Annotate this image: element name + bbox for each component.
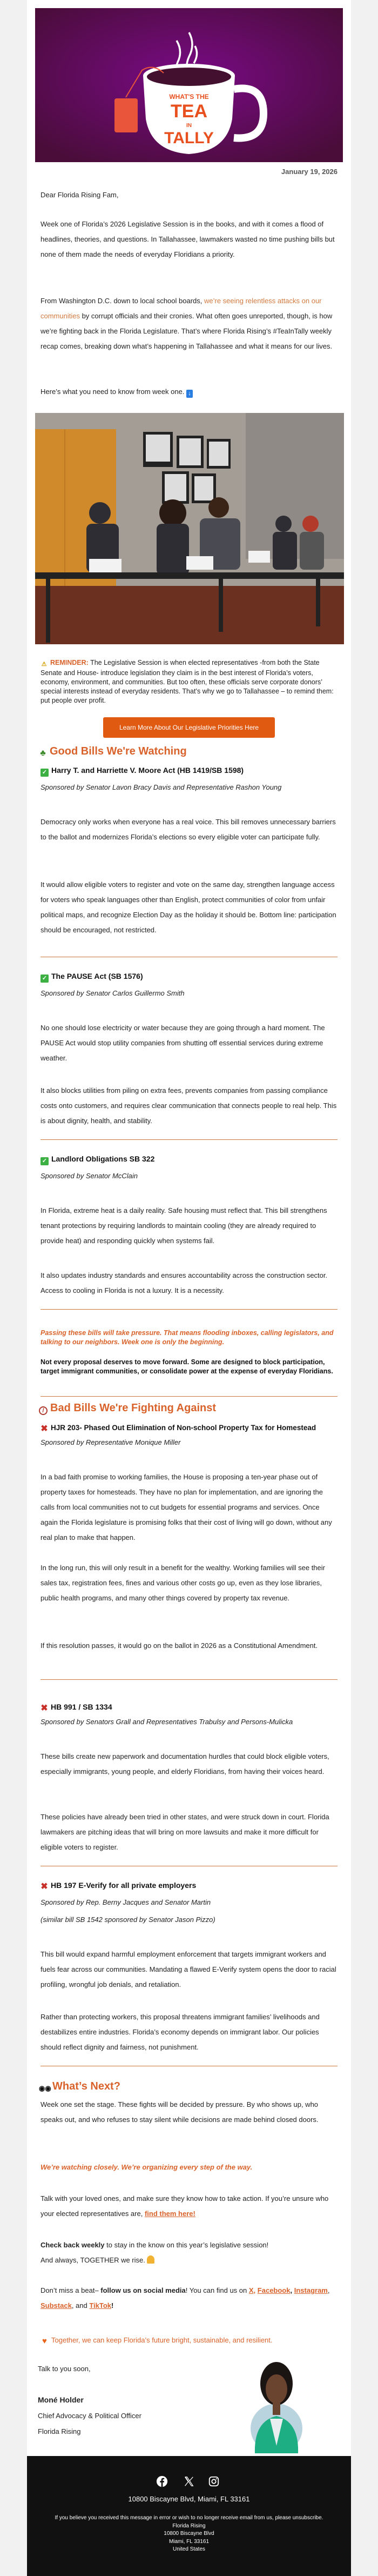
closing-line bbox=[40, 2333, 339, 2348]
tiktok-link[interactable]: TikTok bbox=[89, 2301, 112, 2310]
bill-paragraph: This bill would expand harmful employment enforcement that targets immigrant workers and fuels fear across our communities. Mandating a flawed E-Verify system opens the door to racial profiling, wrongful job denials, and retaliation. bbox=[40, 1950, 336, 1988]
bill-sponsor-similar: (similar bill SB 1542 sponsored by Senator Jason Pizzo) bbox=[40, 1916, 215, 1924]
logo-line-4: TALLY bbox=[164, 129, 214, 147]
signature-title: Chief Advocacy & Political Officer bbox=[38, 2412, 141, 2420]
text: Talk with your loved ones, and make sure they know how to take action. If you’re unsure who your elected representatives are, bbox=[40, 2194, 329, 2218]
footer-address: 10800 Biscayne Blvd, Miami, FL 33161 bbox=[128, 2495, 250, 2503]
bill-paragraph: It would allow eligible voters to register and vote on the same day, strengthen language access for voters who speak languages other than English, protect communities of color from unfair political maps, and recognize Election Day as the holiday it should be. Bottom line: participation should be encouraged, not restricted. bbox=[40, 880, 336, 934]
bill-paragraph: It also blocks utilities from piling on extra fees, prevents companies from passing compliance costs onto customers, and requires clear communication that connects people to real help. This is about dignity, health, and stability. bbox=[40, 1086, 337, 1125]
bill-sponsor: Sponsored by Representative Monique Miller bbox=[40, 1438, 181, 1446]
bill-title bbox=[40, 763, 339, 778]
divider bbox=[40, 1396, 338, 1397]
bill-title-text: Harry T. and Harriette V. Moore Act (HB 1419/SB 1598) bbox=[51, 766, 244, 775]
bill-title-text: HB 197 E-Verify for all private employers bbox=[51, 1881, 197, 1890]
bill-title bbox=[40, 969, 339, 984]
check-icon: ✓ bbox=[40, 975, 49, 983]
reminder-label: REMINDER: bbox=[50, 659, 89, 666]
bad-bills-heading bbox=[39, 1400, 337, 1416]
text: by corrupt officials and their cronies. What often goes unreported, though, is how we’re fighting back in the Florida Legislature. That’s where Florida Rising’s #TeaInTally weekly recap comes, breaking down what’s happening in Tallahassee and what it means for our lives. bbox=[40, 312, 333, 350]
text: Here’s what you need to know from week one. bbox=[40, 388, 185, 396]
footer-disclaimer bbox=[27, 2514, 351, 2554]
heading-text: Bad Bills We're Fighting Against bbox=[50, 1402, 217, 1414]
text: From Washington D.C. down to local school boards, bbox=[40, 297, 204, 305]
whats-next-heading bbox=[39, 2079, 337, 2094]
signature-name: Moné Holder bbox=[38, 2395, 84, 2404]
bill-sponsor: Sponsored by Senator Lavon Bracy Davis and Representative Rashon Young bbox=[40, 783, 282, 791]
bill-paragraph: Democracy only works when everyone has a real voice. This bill removes unnecessary barriers to the ballot and modernizes Florida’s elections so every eligible voter can participate fully. bbox=[40, 818, 336, 841]
reminder bbox=[40, 658, 339, 705]
intro-paragraph-3 bbox=[40, 384, 339, 399]
bill-title bbox=[40, 1420, 343, 1436]
logo-line-2: TEA bbox=[171, 101, 207, 122]
text-bold: Check back weekly bbox=[40, 2241, 105, 2249]
bill-title bbox=[40, 1151, 339, 1166]
x-icon[interactable] bbox=[183, 2475, 195, 2487]
text: , and bbox=[71, 2301, 90, 2310]
prohibited-icon: / bbox=[39, 1406, 48, 1415]
eyes-icon: ◉◉ bbox=[39, 2084, 51, 2092]
bridge-text: Not every proposal deserves to move forward. Some are designed to block participation, target immigrant communities, or consolidate power at the expense of everyday Floridians. bbox=[40, 1358, 333, 1375]
divider bbox=[40, 1139, 338, 1140]
footer-city: Miami, FL 33161 bbox=[168, 2538, 210, 2545]
x-link[interactable]: X, bbox=[248, 2286, 256, 2294]
next-paragraph: Week one set the stage. These fights will be decided by pressure. By who shows up, who speaks out, and who refuses to stay silent while decisions are made behind closed doors. bbox=[40, 2100, 319, 2124]
bill-sponsor: Sponsored by Senator Carlos Guillermo Smith bbox=[40, 989, 185, 997]
bill-title-text: The PAUSE Act (SB 1576) bbox=[51, 972, 143, 980]
bill-sponsor: Sponsored by Senator McClain bbox=[40, 1172, 138, 1180]
footer-street: 10800 Biscayne Blvd bbox=[164, 2531, 214, 2537]
bill-sponsor: Sponsored by Senators Grall and Representatives Trabulsy and Persons-Mulicka bbox=[40, 1718, 293, 1726]
bill-paragraph: In the long run, this will only result in a benefit for the wealthy. Working families will see their sales tax, registration fees, fines and various other costs go up, even as they lose libraries, public health programs, and many other things covered by property tax revenue. bbox=[40, 1564, 325, 1602]
text: Together, we can keep Florida’s future bright, sustainable, and resilient. bbox=[51, 2336, 273, 2344]
facebook-link[interactable]: Facebook bbox=[257, 2286, 291, 2294]
bill-paragraph: No one should lose electricity or water because they are going through a hard moment. The PAUSE Act would stop utility companies from shutting off essential services during extreme weather. bbox=[40, 1024, 325, 1062]
text: to stay in the know on this year’s legislative session! bbox=[104, 2241, 269, 2249]
footer bbox=[27, 2456, 351, 2576]
logo-line-3: IN bbox=[186, 123, 192, 129]
facebook-icon[interactable] bbox=[156, 2475, 168, 2487]
text: Don’t miss a beat– bbox=[40, 2286, 101, 2294]
bill-sponsor: Sponsored by Rep. Berny Jacques and Senator Martin bbox=[40, 1898, 211, 1906]
x-mark-icon: ✖ bbox=[40, 1704, 48, 1713]
bill-title bbox=[40, 1878, 339, 1893]
heading-text: Good Bills We're Watching bbox=[50, 745, 187, 757]
check-icon: ✓ bbox=[40, 769, 49, 777]
date: January 19, 2026 bbox=[281, 168, 338, 176]
text-bold: follow us on social media bbox=[100, 2286, 186, 2294]
logo-line-1: WHAT'S THE bbox=[169, 93, 209, 101]
divider bbox=[40, 1309, 338, 1310]
bill-title bbox=[40, 1699, 339, 1714]
signoff: Talk to you soon, bbox=[38, 2365, 91, 2373]
signature-org: Florida Rising bbox=[38, 2427, 81, 2435]
good-bills-callout: Passing these bills will take pressure. That means flooding inboxes, calling legislators, and talking to our neighbors. Week one is only the beginning. bbox=[40, 1329, 334, 1346]
check-back-paragraph bbox=[40, 2238, 339, 2268]
text: ! You can find us on bbox=[185, 2286, 249, 2294]
email-card bbox=[27, 0, 351, 2576]
bill-paragraph: In a bad faith promise to working families, the House is proposing a ten-year phase out of property taxes for homesteads. They have no plan for implementation, and are ignoring the calls from local communities not to cut budgets for essential programs and services. Once again the Florida legislature is promising folks that their cost of living will go down, without any real plan to make that happen. bbox=[40, 1473, 332, 1541]
bill-title-text: HB 991 / SB 1334 bbox=[51, 1703, 112, 1711]
signature-portrait bbox=[249, 2359, 303, 2454]
reminder-text: The Legislative Session is when elected representatives -from both the State Senate and House- introduce legislation they claim is in the best interest of Florida’s voters, economy, environment, and communities. But too often, these officials serve corporate donors’ special interests instead of everyday residents. That’s why we go to Tallahassee – to remind them: put people over profit. bbox=[40, 659, 334, 704]
footer-org: Florida Rising bbox=[172, 2522, 206, 2529]
x-mark-icon: ✖ bbox=[40, 1882, 48, 1891]
unsubscribe-text[interactable]: If you believe you received this message in error or wish to no longer receive email from us, please unsubscribe. bbox=[55, 2515, 323, 2521]
bill-paragraph: It also updates industry standards and ensures accountability across the construction sector. Access to cooling in Florida is not a luxury. It is a necessity. bbox=[40, 1271, 328, 1294]
social-paragraph: Don’t miss a beat– follow us on social media! You can find us on X, Facebook, Instagram, Substack, and TikTok! bbox=[40, 2286, 330, 2310]
warning-icon: ⚠ bbox=[41, 661, 47, 668]
legislative-priorities-button[interactable]: Learn More About Our Legislative Priorities Here bbox=[103, 717, 275, 738]
text: And always, TOGETHER we rise. bbox=[40, 2256, 145, 2264]
check-icon: ✓ bbox=[40, 1157, 49, 1165]
x-mark-icon: ✖ bbox=[40, 1424, 48, 1433]
tea-bag-icon bbox=[114, 98, 138, 132]
palm-tree-icon: ♣ bbox=[40, 749, 46, 758]
heading-text: What’s Next? bbox=[52, 2080, 120, 2092]
bill-paragraph: These policies have already been tried in other states, and were struck down in court. Florida lawmakers are pitching ideas that will bring on more lawsuits and make it more difficult for eligible voters to register. bbox=[40, 1813, 329, 1851]
attacks-link[interactable]: we’re seeing relentless attacks on our communities bbox=[40, 297, 322, 320]
raising-hand-icon bbox=[147, 2255, 154, 2264]
next-callout: We’re watching closely. We’re organizing every step of the way. bbox=[40, 2163, 253, 2171]
bill-paragraph: In Florida, extreme heat is a daily reality. Safe housing must reflect that. This bill strengthens tenant protections by requiring landlords to maintain cooling (they are already required to provide heat) and responding quickly when systems fail. bbox=[40, 1206, 327, 1245]
instagram-icon[interactable] bbox=[208, 2475, 220, 2487]
divider bbox=[40, 1679, 338, 1680]
bill-paragraph: These bills create new paperwork and documentation hurdles that could block eligible voters, especially immigrants, young people, and elderly Floridians, from having their voices heard. bbox=[40, 1752, 329, 1776]
good-bills-heading bbox=[39, 744, 337, 759]
header-banner bbox=[35, 8, 343, 162]
bill-paragraph: If this resolution passes, it would go on the ballot in 2026 as a Constitutional Amendment. bbox=[40, 1641, 318, 1650]
substack-link[interactable]: Substack bbox=[40, 2301, 72, 2310]
find-representatives-link[interactable]: find them here! bbox=[144, 2210, 195, 2218]
legislative-panel-photo bbox=[35, 413, 344, 644]
next-paragraph-2 bbox=[40, 2191, 339, 2221]
instagram-link[interactable]: Instagram bbox=[294, 2286, 328, 2294]
bill-title-text: HJR 203- Phased Out Elimination of Non-school Property Tax for Homestead bbox=[51, 1424, 316, 1432]
intro-paragraph: Week one of Florida’s 2026 Legislative Session is in the books, and with it comes a flood of headlines, theories, and questions. In Tallahassee, lawmakers wasted no time pushing bills but none of them made the needs of everyday Floridians a priority. bbox=[40, 220, 335, 258]
down-arrow-icon: ↓ bbox=[186, 390, 193, 398]
intro-paragraph-2 bbox=[40, 293, 339, 354]
bill-paragraph: Rather than protecting workers, this proposal threatens immigrant families’ livelihoods and destabilizes entire industries. Florida’s economy depends on immigrant labor. Our policies should reflect dignity and fairness, not punishment. bbox=[40, 2013, 320, 2051]
footer-country: United States bbox=[172, 2546, 206, 2552]
bill-title-text: Landlord Obligations SB 322 bbox=[51, 1154, 155, 1163]
orange-heart-icon: ♥ bbox=[42, 2337, 47, 2346]
greeting: Dear Florida Rising Fam, bbox=[40, 191, 119, 199]
